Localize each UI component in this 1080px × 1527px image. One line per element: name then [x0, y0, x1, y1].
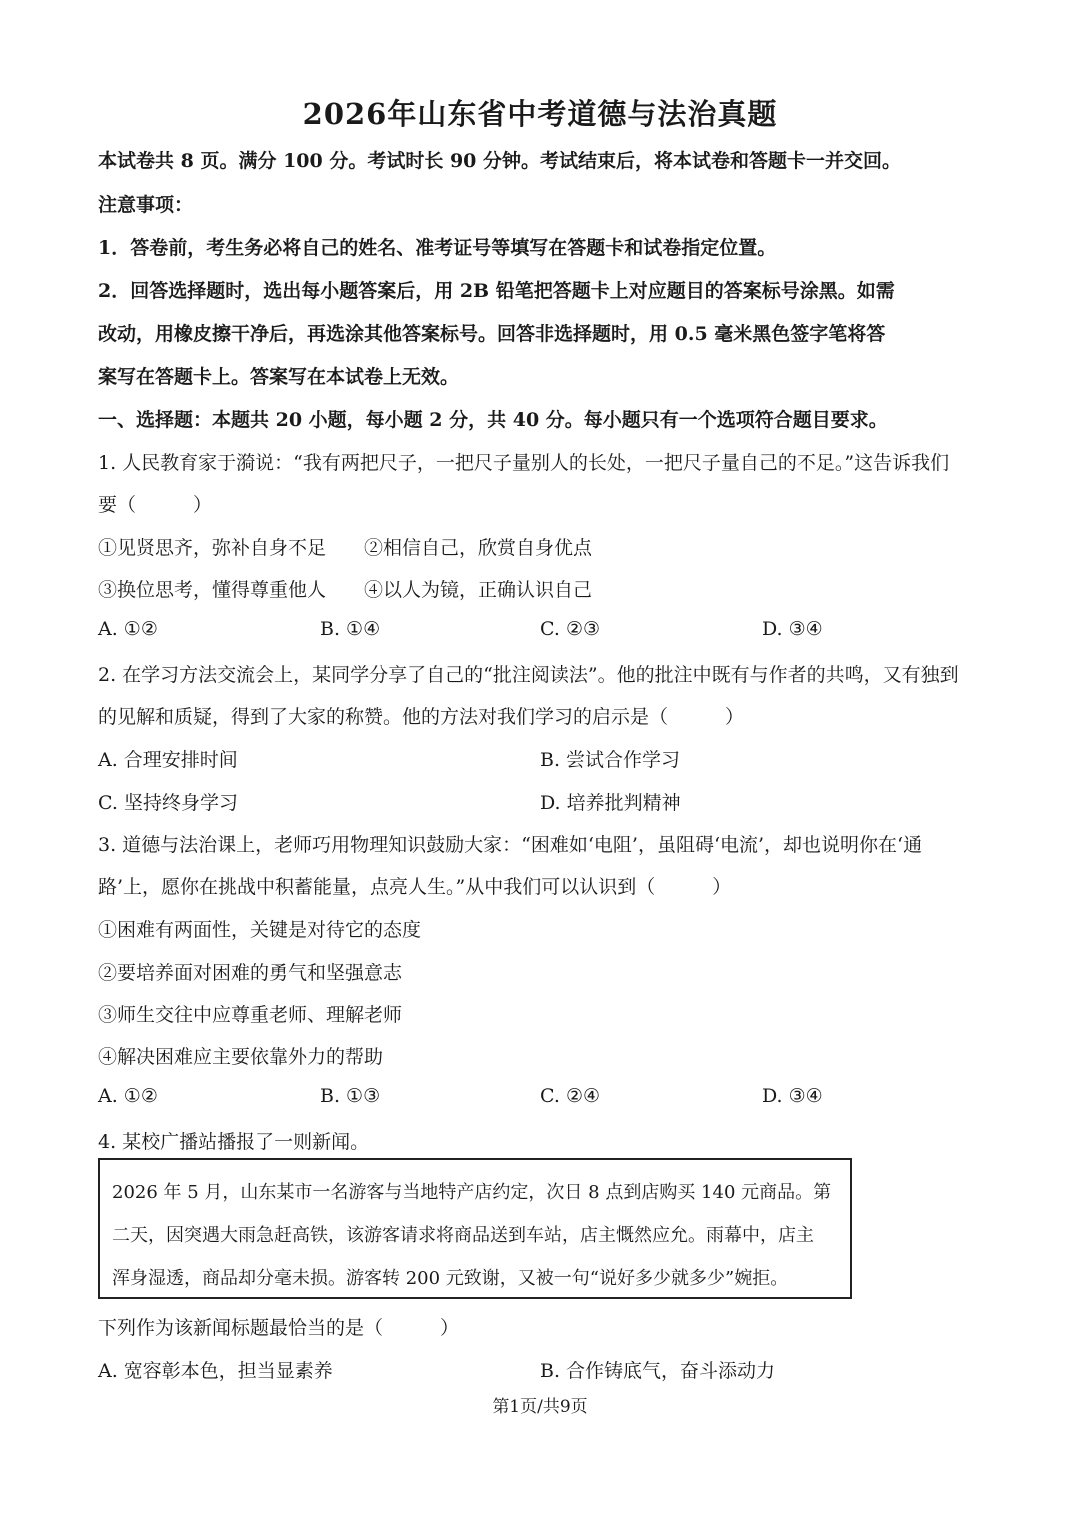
- q3-item-3: ③师生交往中应尊重老师、理解老师: [98, 1004, 403, 1026]
- q4-question: 下列作为该新闻标题最恰当的是（ ）: [98, 1317, 460, 1339]
- q3-stem-line-1: 3. 道德与法治课上，老师巧用物理知识鼓励大家：“困难如‘电阻’，虽阻碍‘电流’，却也说明你在‘通: [98, 834, 923, 856]
- page-number: 第1页/共9页: [492, 1397, 588, 1417]
- q3-stem-line-2: 路’上，愿你在挑战中积蓄能量，点亮人生。”从中我们可以认识到（ ）: [98, 876, 732, 898]
- q3-item-4: ④解决困难应主要依靠外力的帮助: [98, 1046, 384, 1068]
- q4-option-a: A. 宽容彰本色，担当显素养: [98, 1360, 333, 1382]
- notice-item-2-line-2: 改动，用橡皮擦干净后，再选涂其他答案标号。回答非选择题时，用 0.5 毫米黑色签字笔将答: [98, 323, 886, 345]
- q1-option-a: A. ①②: [98, 618, 158, 640]
- q1-item-2: ②相信自己，欣赏自身优点: [364, 537, 593, 559]
- q1-option-b: B. ①④: [320, 618, 381, 640]
- q1-item-4: ④以人为镜，正确认识自己: [364, 579, 593, 601]
- q1-stem-line-2: 要（ ）: [98, 494, 213, 516]
- q3-option-d: D. ③④: [762, 1085, 823, 1107]
- news-line-1: 2026 年 5 月，山东某市一名游客与当地特产店约定，次日 8 点到店购买 140 元商品。第: [112, 1182, 832, 1203]
- q1-stem-line-1: 1. 人民教育家于漪说：“我有两把尺子，一把尺子量别人的长处，一把尺子量自己的不足。”这告诉我们: [98, 452, 950, 474]
- q3-option-b: B. ①③: [320, 1085, 381, 1107]
- news-box: [98, 1158, 852, 1299]
- exam-info: 本试卷共 8 页。满分 100 分。考试时长 90 分钟。考试结束后，将本试卷和答题卡一并交回。: [98, 150, 902, 172]
- q1-item-1: ①见贤思齐，弥补自身不足: [98, 537, 327, 559]
- q2-stem-line-1: 2. 在学习方法交流会上，某同学分享了自己的“批注阅读法”。他的批注中既有与作者的共鸣，又有独到: [98, 664, 959, 686]
- q3-item-2: ②要培养面对困难的勇气和坚强意志: [98, 962, 403, 984]
- q2-option-a: A. 合理安排时间: [98, 749, 238, 771]
- section-heading: 一、选择题：本题共 20 小题，每小题 2 分，共 40 分。每小题只有一个选项符合题目要求。: [98, 409, 888, 431]
- q3-item-1: ①困难有两面性，关键是对待它的态度: [98, 919, 422, 941]
- q1-option-c: C. ②③: [540, 618, 601, 640]
- notice-heading: 注意事项：: [98, 194, 194, 216]
- q4-stem: 4. 某校广播站播报了一则新闻。: [98, 1131, 370, 1153]
- q2-stem-line-2: 的见解和质疑，得到了大家的称赞。他的方法对我们学习的启示是（ ）: [98, 706, 745, 728]
- q1-option-d: D. ③④: [762, 618, 823, 640]
- q2-option-d: D. 培养批判精神: [540, 792, 681, 814]
- notice-item-2-line-3: 案写在答题卡上。答案写在本试卷上无效。: [98, 366, 460, 388]
- notice-item-2-line-1: 2．回答选择题时，选出每小题答案后，用 2B 铅笔把答题卡上对应题目的答案标号涂黑。如需: [98, 280, 895, 302]
- q4-option-b: B. 合作铸底气，奋斗添动力: [540, 1360, 776, 1382]
- page-title: 2026年山东省中考道德与法治真题: [302, 97, 778, 131]
- q1-item-3: ③换位思考，懂得尊重他人: [98, 579, 327, 601]
- q2-option-b: B. 尝试合作学习: [540, 749, 681, 771]
- q3-option-c: C. ②④: [540, 1085, 601, 1107]
- q3-option-a: A. ①②: [98, 1085, 158, 1107]
- q2-option-c: C. 坚持终身学习: [98, 792, 238, 814]
- news-line-2: 二天，因突遇大雨急赶高铁，该游客请求将商品送到车站，店主慨然应允。雨幕中，店主: [112, 1225, 814, 1246]
- news-line-3: 浑身湿透，商品却分毫未损。游客转 200 元致谢，又被一句“说好多少就多少”婉拒。: [112, 1268, 789, 1289]
- notice-item-1: 1．答卷前，考生务必将自己的姓名、准考证号等填写在答题卡和试卷指定位置。: [98, 237, 777, 259]
